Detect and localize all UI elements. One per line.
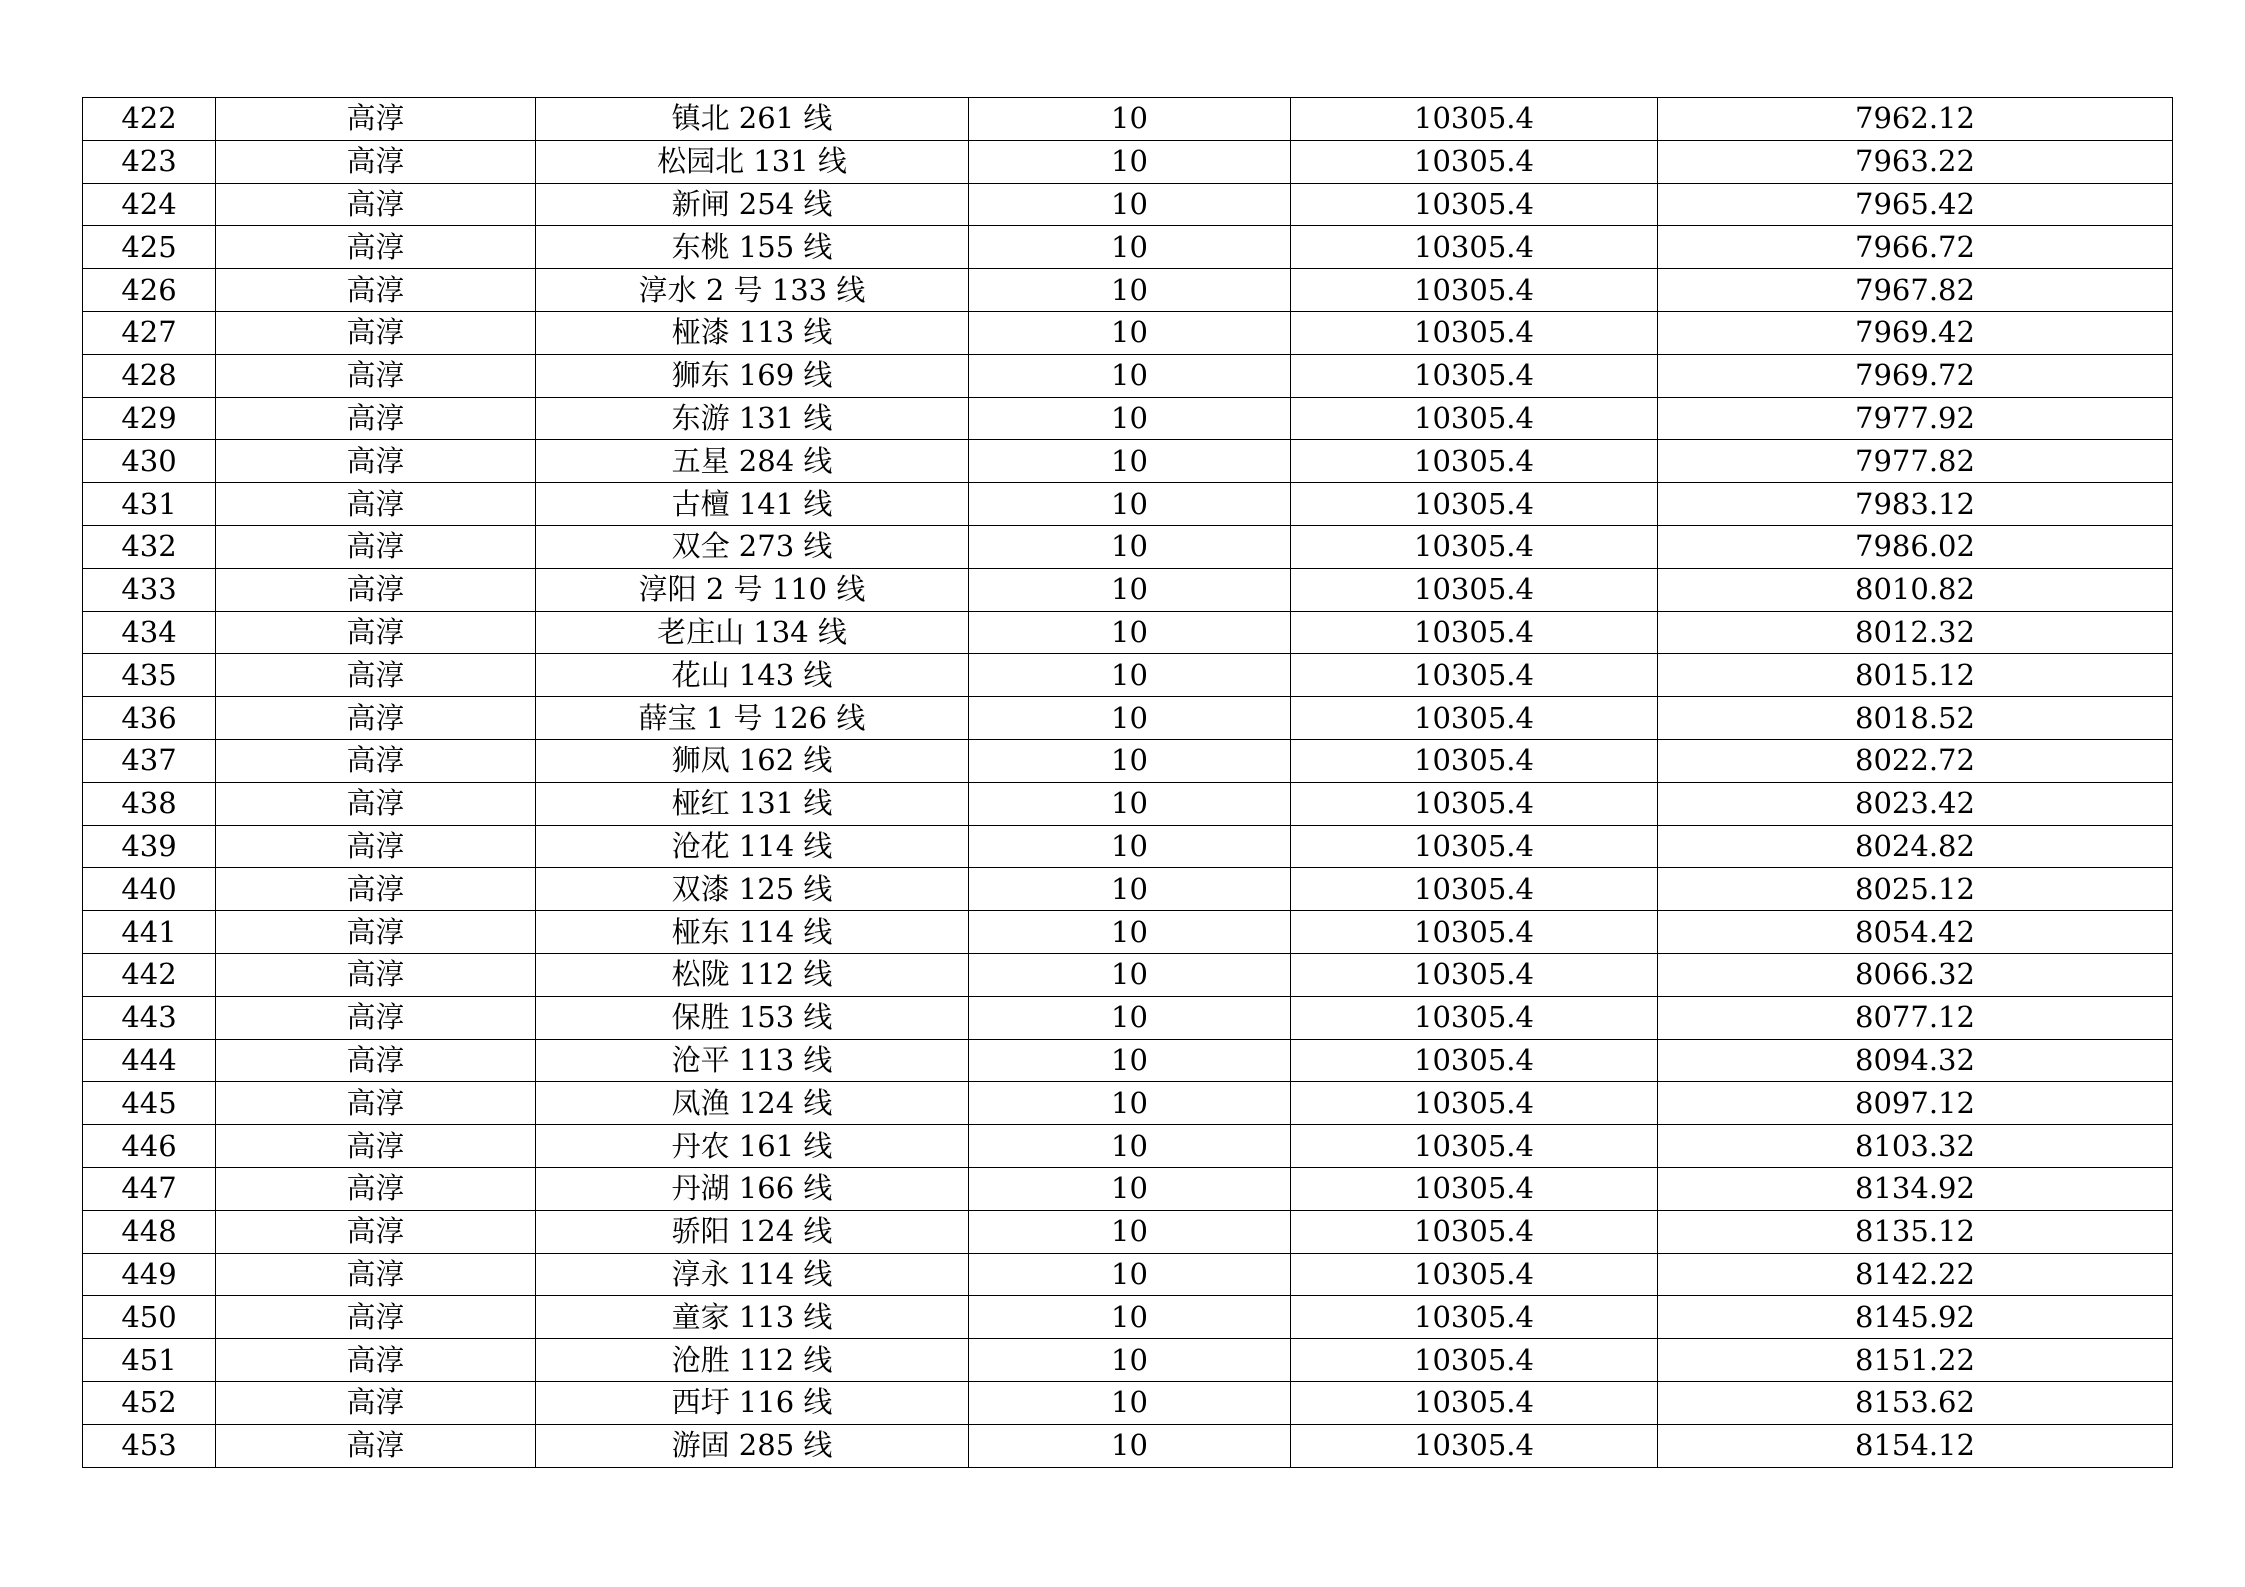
capacity-cell: 10305.4 [1291,1296,1658,1339]
value-cell: 7962.12 [1658,98,2173,141]
capacity-cell: 10305.4 [1291,1125,1658,1168]
voltage-cell: 10 [969,140,1291,183]
row-number-cell: 443 [83,996,216,1039]
district-cell: 高淳 [216,1082,536,1125]
district-cell: 高淳 [216,868,536,911]
line-name-cell: 老庄山 134 线 [536,611,969,654]
capacity-cell: 10305.4 [1291,1082,1658,1125]
value-cell: 8134.92 [1658,1167,2173,1210]
value-cell: 8054.42 [1658,911,2173,954]
row-number-cell: 444 [83,1039,216,1082]
voltage-cell: 10 [969,697,1291,740]
district-cell: 高淳 [216,269,536,312]
line-name-cell: 狮凤 162 线 [536,739,969,782]
value-cell: 8010.82 [1658,568,2173,611]
value-cell: 8077.12 [1658,996,2173,1039]
row-number-cell: 422 [83,98,216,141]
value-cell: 7969.72 [1658,354,2173,397]
capacity-cell: 10305.4 [1291,996,1658,1039]
line-name-cell: 狮东 169 线 [536,354,969,397]
value-cell: 8025.12 [1658,868,2173,911]
row-number-cell: 441 [83,911,216,954]
district-cell: 高淳 [216,1339,536,1382]
district-cell: 高淳 [216,397,536,440]
capacity-cell: 10305.4 [1291,953,1658,996]
district-cell: 高淳 [216,525,536,568]
capacity-cell: 10305.4 [1291,226,1658,269]
capacity-cell: 10305.4 [1291,440,1658,483]
voltage-cell: 10 [969,1082,1291,1125]
value-cell: 8145.92 [1658,1296,2173,1339]
table-row [83,697,2173,740]
district-cell: 高淳 [216,1296,536,1339]
row-number-cell: 427 [83,311,216,354]
row-number-cell: 429 [83,397,216,440]
capacity-cell: 10305.4 [1291,269,1658,312]
value-cell: 7983.12 [1658,483,2173,526]
line-name-cell: 沧平 113 线 [536,1039,969,1082]
value-cell: 7986.02 [1658,525,2173,568]
row-number-cell: 431 [83,483,216,526]
capacity-cell: 10305.4 [1291,140,1658,183]
capacity-cell: 10305.4 [1291,1339,1658,1382]
district-cell: 高淳 [216,440,536,483]
district-cell: 高淳 [216,996,536,1039]
table-row [83,354,2173,397]
table-row [83,1210,2173,1253]
value-cell: 8154.12 [1658,1424,2173,1467]
line-name-cell: 沧花 114 线 [536,825,969,868]
value-cell: 8094.32 [1658,1039,2173,1082]
capacity-cell: 10305.4 [1291,397,1658,440]
table-row [83,953,2173,996]
line-name-cell: 丹湖 166 线 [536,1167,969,1210]
value-cell: 8153.62 [1658,1381,2173,1424]
table-row [83,1125,2173,1168]
row-number-cell: 447 [83,1167,216,1210]
value-cell: 7977.82 [1658,440,2173,483]
capacity-cell: 10305.4 [1291,1424,1658,1467]
line-name-cell: 古檀 141 线 [536,483,969,526]
table-row [83,311,2173,354]
district-cell: 高淳 [216,183,536,226]
value-cell: 7965.42 [1658,183,2173,226]
capacity-cell: 10305.4 [1291,98,1658,141]
capacity-cell: 10305.4 [1291,1167,1658,1210]
row-number-cell: 432 [83,525,216,568]
data-table [82,97,2173,1468]
line-name-cell: 保胜 153 线 [536,996,969,1039]
value-cell: 7969.42 [1658,311,2173,354]
voltage-cell: 10 [969,397,1291,440]
line-name-cell: 双全 273 线 [536,525,969,568]
value-cell: 8012.32 [1658,611,2173,654]
table-row [83,996,2173,1039]
table-row [83,183,2173,226]
table-row [83,397,2173,440]
voltage-cell: 10 [969,1039,1291,1082]
district-cell: 高淳 [216,98,536,141]
capacity-cell: 10305.4 [1291,825,1658,868]
value-cell: 8022.72 [1658,739,2173,782]
district-cell: 高淳 [216,654,536,697]
line-name-cell: 东桃 155 线 [536,226,969,269]
capacity-cell: 10305.4 [1291,525,1658,568]
table-row [83,739,2173,782]
table-row [83,868,2173,911]
value-cell: 8023.42 [1658,782,2173,825]
line-name-cell: 桠漆 113 线 [536,311,969,354]
table-row [83,911,2173,954]
table-row [83,525,2173,568]
capacity-cell: 10305.4 [1291,654,1658,697]
table-row [83,1039,2173,1082]
value-cell: 7963.22 [1658,140,2173,183]
table-row [83,654,2173,697]
voltage-cell: 10 [969,739,1291,782]
voltage-cell: 10 [969,183,1291,226]
line-name-cell: 新闸 254 线 [536,183,969,226]
line-name-cell: 薛宝 1 号 126 线 [536,697,969,740]
line-name-cell: 童家 113 线 [536,1296,969,1339]
district-cell: 高淳 [216,1253,536,1296]
district-cell: 高淳 [216,782,536,825]
value-cell: 8103.32 [1658,1125,2173,1168]
row-number-cell: 438 [83,782,216,825]
row-number-cell: 445 [83,1082,216,1125]
capacity-cell: 10305.4 [1291,483,1658,526]
line-name-cell: 沧胜 112 线 [536,1339,969,1382]
value-cell: 8151.22 [1658,1339,2173,1382]
table-row [83,269,2173,312]
voltage-cell: 10 [969,98,1291,141]
voltage-cell: 10 [969,1210,1291,1253]
row-number-cell: 435 [83,654,216,697]
capacity-cell: 10305.4 [1291,1210,1658,1253]
row-number-cell: 434 [83,611,216,654]
capacity-cell: 10305.4 [1291,739,1658,782]
table-row [83,483,2173,526]
row-number-cell: 424 [83,183,216,226]
row-number-cell: 439 [83,825,216,868]
line-name-cell: 西圩 116 线 [536,1381,969,1424]
district-cell: 高淳 [216,1039,536,1082]
capacity-cell: 10305.4 [1291,183,1658,226]
value-cell: 7966.72 [1658,226,2173,269]
capacity-cell: 10305.4 [1291,1381,1658,1424]
district-cell: 高淳 [216,311,536,354]
capacity-cell: 10305.4 [1291,911,1658,954]
voltage-cell: 10 [969,354,1291,397]
district-cell: 高淳 [216,739,536,782]
table-row [83,226,2173,269]
table-row [83,568,2173,611]
table-body [83,98,2173,1468]
value-cell: 8135.12 [1658,1210,2173,1253]
row-number-cell: 446 [83,1125,216,1168]
voltage-cell: 10 [969,568,1291,611]
row-number-cell: 430 [83,440,216,483]
district-cell: 高淳 [216,483,536,526]
line-name-cell: 东游 131 线 [536,397,969,440]
voltage-cell: 10 [969,440,1291,483]
voltage-cell: 10 [969,1296,1291,1339]
value-cell: 8142.22 [1658,1253,2173,1296]
table-row [83,1296,2173,1339]
line-name-cell: 松陇 112 线 [536,953,969,996]
capacity-cell: 10305.4 [1291,697,1658,740]
voltage-cell: 10 [969,1339,1291,1382]
district-cell: 高淳 [216,568,536,611]
voltage-cell: 10 [969,525,1291,568]
row-number-cell: 436 [83,697,216,740]
voltage-cell: 10 [969,1424,1291,1467]
row-number-cell: 453 [83,1424,216,1467]
row-number-cell: 426 [83,269,216,312]
table-row [83,825,2173,868]
value-cell: 8015.12 [1658,654,2173,697]
voltage-cell: 10 [969,868,1291,911]
row-number-cell: 433 [83,568,216,611]
district-cell: 高淳 [216,1125,536,1168]
line-name-cell: 桠红 131 线 [536,782,969,825]
row-number-cell: 451 [83,1339,216,1382]
capacity-cell: 10305.4 [1291,568,1658,611]
capacity-cell: 10305.4 [1291,782,1658,825]
voltage-cell: 10 [969,226,1291,269]
district-cell: 高淳 [216,1210,536,1253]
district-cell: 高淳 [216,825,536,868]
capacity-cell: 10305.4 [1291,611,1658,654]
district-cell: 高淳 [216,354,536,397]
voltage-cell: 10 [969,911,1291,954]
table-row [83,1167,2173,1210]
voltage-cell: 10 [969,1125,1291,1168]
table-row [83,611,2173,654]
line-name-cell: 丹农 161 线 [536,1125,969,1168]
line-name-cell: 淳阳 2 号 110 线 [536,568,969,611]
table-row [83,1339,2173,1382]
line-name-cell: 骄阳 124 线 [536,1210,969,1253]
table-row [83,782,2173,825]
voltage-cell: 10 [969,654,1291,697]
line-name-cell: 桠东 114 线 [536,911,969,954]
table-row [83,1253,2173,1296]
line-name-cell: 镇北 261 线 [536,98,969,141]
line-name-cell: 双漆 125 线 [536,868,969,911]
table-row [83,1424,2173,1467]
row-number-cell: 450 [83,1296,216,1339]
capacity-cell: 10305.4 [1291,311,1658,354]
district-cell: 高淳 [216,140,536,183]
row-number-cell: 437 [83,739,216,782]
row-number-cell: 448 [83,1210,216,1253]
district-cell: 高淳 [216,1167,536,1210]
voltage-cell: 10 [969,1167,1291,1210]
value-cell: 8018.52 [1658,697,2173,740]
district-cell: 高淳 [216,226,536,269]
line-name-cell: 淳永 114 线 [536,1253,969,1296]
district-cell: 高淳 [216,911,536,954]
table-row [83,140,2173,183]
value-cell: 7967.82 [1658,269,2173,312]
table-row [83,98,2173,141]
voltage-cell: 10 [969,825,1291,868]
voltage-cell: 10 [969,269,1291,312]
district-cell: 高淳 [216,953,536,996]
district-cell: 高淳 [216,697,536,740]
row-number-cell: 428 [83,354,216,397]
table-row [83,1082,2173,1125]
row-number-cell: 425 [83,226,216,269]
district-cell: 高淳 [216,1424,536,1467]
table-row [83,440,2173,483]
row-number-cell: 423 [83,140,216,183]
table-row [83,1381,2173,1424]
value-cell: 8066.32 [1658,953,2173,996]
capacity-cell: 10305.4 [1291,1253,1658,1296]
row-number-cell: 449 [83,1253,216,1296]
value-cell: 8097.12 [1658,1082,2173,1125]
voltage-cell: 10 [969,611,1291,654]
value-cell: 8024.82 [1658,825,2173,868]
voltage-cell: 10 [969,953,1291,996]
line-name-cell: 凤渔 124 线 [536,1082,969,1125]
capacity-cell: 10305.4 [1291,354,1658,397]
voltage-cell: 10 [969,1381,1291,1424]
line-name-cell: 花山 143 线 [536,654,969,697]
capacity-cell: 10305.4 [1291,1039,1658,1082]
row-number-cell: 440 [83,868,216,911]
row-number-cell: 452 [83,1381,216,1424]
capacity-cell: 10305.4 [1291,868,1658,911]
row-number-cell: 442 [83,953,216,996]
line-name-cell: 游固 285 线 [536,1424,969,1467]
district-cell: 高淳 [216,611,536,654]
voltage-cell: 10 [969,782,1291,825]
voltage-cell: 10 [969,1253,1291,1296]
voltage-cell: 10 [969,996,1291,1039]
line-name-cell: 淳水 2 号 133 线 [536,269,969,312]
value-cell: 7977.92 [1658,397,2173,440]
line-name-cell: 五星 284 线 [536,440,969,483]
line-name-cell: 松园北 131 线 [536,140,969,183]
voltage-cell: 10 [969,483,1291,526]
district-cell: 高淳 [216,1381,536,1424]
voltage-cell: 10 [969,311,1291,354]
